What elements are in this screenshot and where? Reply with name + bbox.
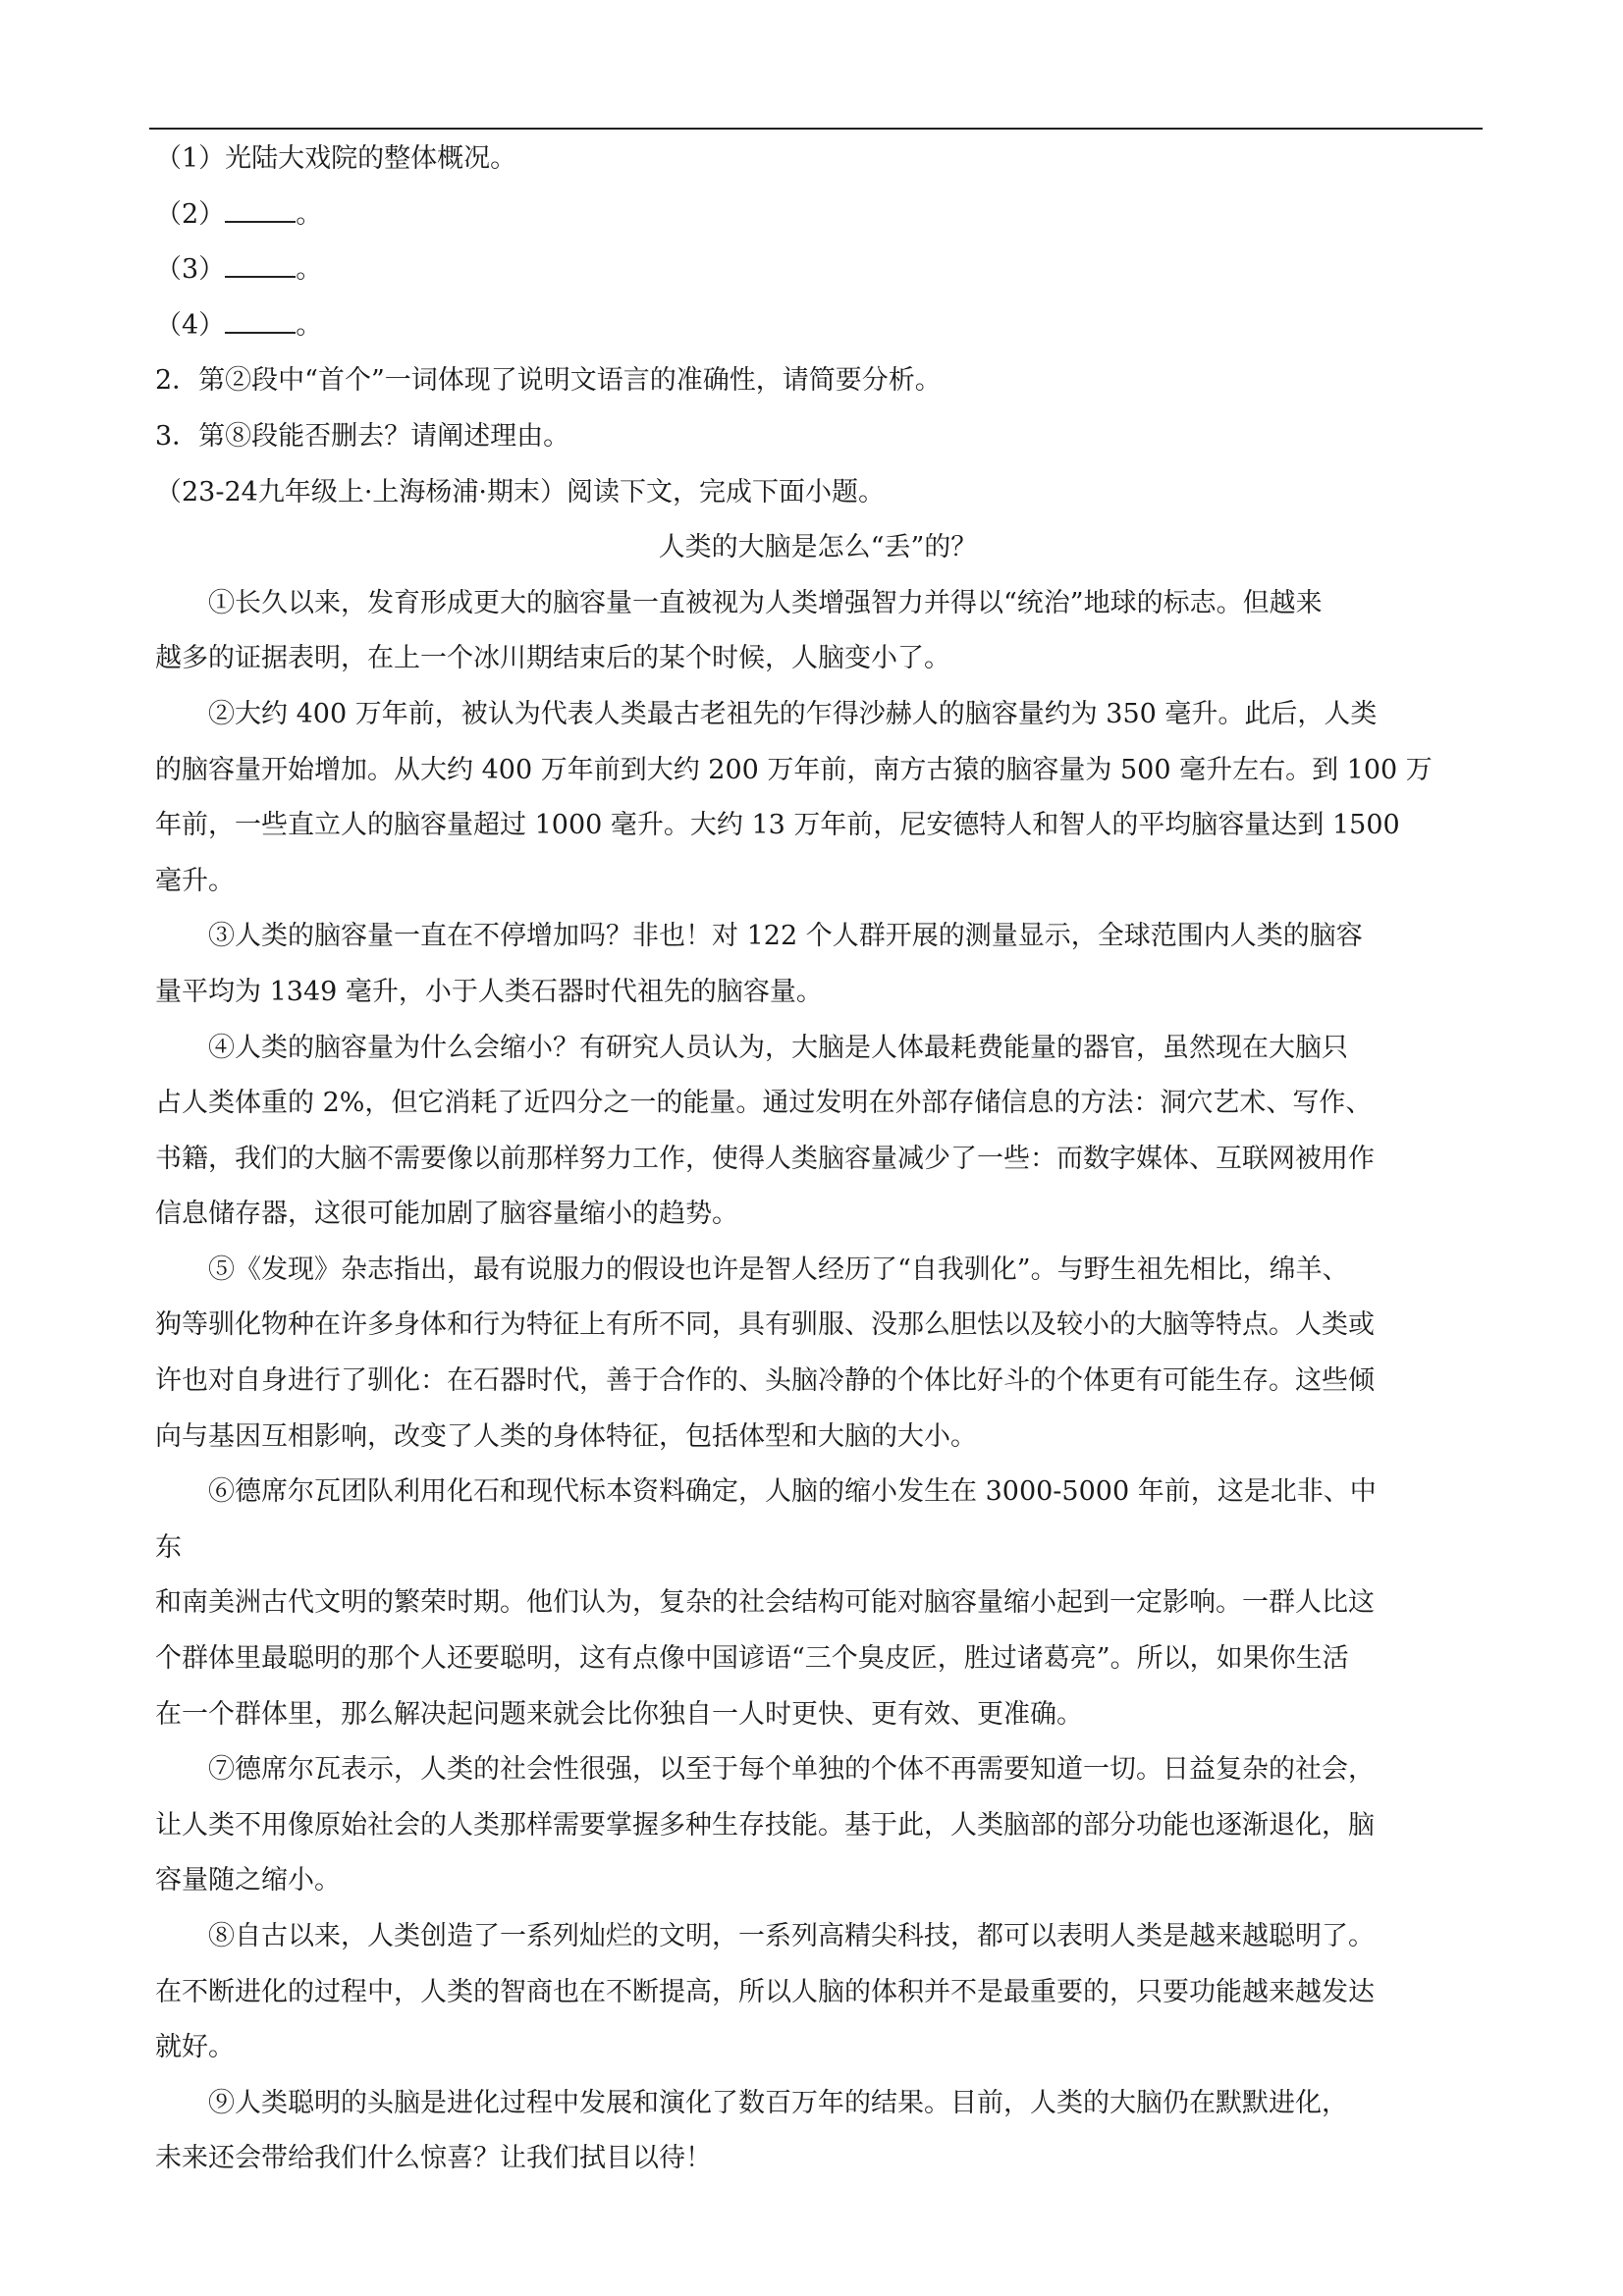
article-line: 就好。 bbox=[155, 2032, 235, 2063]
outline-item-suffix: 。 bbox=[296, 198, 323, 230]
header-rule bbox=[149, 128, 1483, 130]
outline-item-number: （3） bbox=[155, 254, 226, 286]
article-line: 许也对自身进行了驯化：在石器时代，善于合作的、头脑冷静的个体比好斗的个体更有可能生存。这些倾 bbox=[155, 1365, 1375, 1397]
outline-item-number: （4） bbox=[155, 309, 226, 341]
question-2: 2．第②段中“首个”一词体现了说明文语言的准确性，请简要分析。 bbox=[155, 365, 942, 397]
outline-item bbox=[155, 242, 1481, 298]
article-line: 狗等驯化物种在许多身体和行为特征上有所不同，具有驯服、没那么胆怯以及较小的大脑等特点。人类或 bbox=[155, 1309, 1375, 1341]
article-line: ①长久以来，发育形成更大的脑容量一直被视为人类增强智力并得以“统治”地球的标志。但越来 bbox=[208, 587, 1323, 618]
article-line: 和南美洲古代文明的繁荣时期。他们认为，复杂的社会结构可能对脑容量缩小起到一定影响。一群人比这 bbox=[155, 1587, 1375, 1619]
section-intro: （23-24九年级上·上海杨浦·期末）阅读下文，完成下面小题。 bbox=[155, 476, 885, 507]
outline-item bbox=[155, 298, 1481, 354]
article-title: 人类的大脑是怎么“丢”的？ bbox=[658, 532, 978, 563]
article-line: 毫升。 bbox=[155, 865, 235, 896]
document-body bbox=[155, 132, 1481, 2187]
article-line: 信息储存器，这很可能加剧了脑容量缩小的趋势。 bbox=[155, 1199, 738, 1230]
answer-blank[interactable] bbox=[225, 199, 296, 223]
outline-item-number: （2） bbox=[155, 198, 226, 230]
article-line: ③人类的脑容量一直在不停增加吗？非也！对 122 个人群开展的测量显示，全球范围内人类的脑容 bbox=[208, 921, 1363, 952]
article-line: 占人类体重的 2%，但它消耗了近四分之一的能量。通过发明在外部存储信息的方法：洞穴艺术、写作、 bbox=[155, 1088, 1373, 1119]
outline-item: （1）光陆大戏院的整体概况。 bbox=[155, 143, 517, 174]
article-line: 东 bbox=[155, 1531, 182, 1563]
article-line: 未来还会带给我们什么惊喜？让我们拭目以待！ bbox=[155, 2143, 712, 2174]
outline-item-suffix: 。 bbox=[296, 254, 323, 286]
outline-item bbox=[155, 187, 1481, 243]
article-text bbox=[155, 576, 1481, 2187]
article-line: ⑧自古以来，人类创造了一系列灿烂的文明，一系列高精尖科技，都可以表明人类是越来越聪明了。 bbox=[208, 1921, 1375, 1951]
article-line: 的脑容量开始增加。从大约 400 万年前到大约 200 万年前，南方古猿的脑容量为 500 毫升左右。到 100 万 bbox=[155, 754, 1433, 785]
article-line: 在不断进化的过程中，人类的智商也在不断提高，所以人脑的体积并不是最重要的，只要功能越来越发达 bbox=[155, 1976, 1375, 2007]
article-line: 容量随之缩小。 bbox=[155, 1865, 341, 1896]
article-line: 个群体里最聪明的那个人还要聪明，这有点像中国谚语“三个臭皮匠，胜过诸葛亮”。所以，如果你生活 bbox=[155, 1643, 1349, 1675]
article-line: 年前，一些直立人的脑容量超过 1000 毫升。大约 13 万年前，尼安德特人和智人的平均脑容量达到 1500 bbox=[155, 810, 1400, 841]
article-line: 让人类不用像原始社会的人类那样需要掌握多种生存技能。基于此，人类脑部的部分功能也逐渐退化，脑 bbox=[155, 1809, 1375, 1841]
article-line: ⑨人类聪明的头脑是进化过程中发展和演化了数百万年的结果。目前，人类的大脑仍在默默进化， bbox=[208, 2087, 1348, 2118]
article-line: 在一个群体里，那么解决起问题来就会比你独自一人时更快、更有效、更准确。 bbox=[155, 1698, 1083, 1730]
answer-blank[interactable] bbox=[225, 310, 296, 334]
article-line: ⑦德席尔瓦表示，人类的社会性很强，以至于每个单独的个体不再需要知道一切。日益复杂的社会， bbox=[208, 1754, 1375, 1786]
question-3: 3．第⑧段能否删去？请阐述理由。 bbox=[155, 420, 570, 452]
answer-blank[interactable] bbox=[225, 254, 296, 278]
article-line: 向与基因互相影响，改变了人类的身体特征，包括体型和大脑的大小。 bbox=[155, 1420, 977, 1452]
outline-list bbox=[155, 132, 1481, 353]
article-line: ②大约 400 万年前，被认为代表人类最古老祖先的乍得沙赫人的脑容量约为 350 毫升。此后，人类 bbox=[208, 698, 1378, 729]
article-line: ④人类的脑容量为什么会缩小？有研究人员认为，大脑是人体最耗费能量的器官，虽然现在大脑只 bbox=[208, 1032, 1348, 1063]
article-line: 量平均为 1349 毫升，小于人类石器时代祖先的脑容量。 bbox=[155, 976, 823, 1007]
outline-item-suffix: 。 bbox=[296, 309, 323, 341]
article-line: ⑥德席尔瓦团队利用化石和现代标本资料确定，人脑的缩小发生在 3000-5000 年前，这是北非、中 bbox=[208, 1476, 1377, 1508]
article-line: 书籍，我们的大脑不需要像以前那样努力工作，使得人类脑容量减少了一些：而数字媒体、互联网被用作 bbox=[155, 1143, 1375, 1174]
article-line: ⑤《发现》杂志指出，最有说服力的假设也许是智人经历了“自我驯化”。与野生祖先相比，绵羊、 bbox=[208, 1254, 1349, 1285]
article-line: 越多的证据表明，在上一个冰川期结束后的某个时候，人脑变小了。 bbox=[155, 643, 950, 674]
